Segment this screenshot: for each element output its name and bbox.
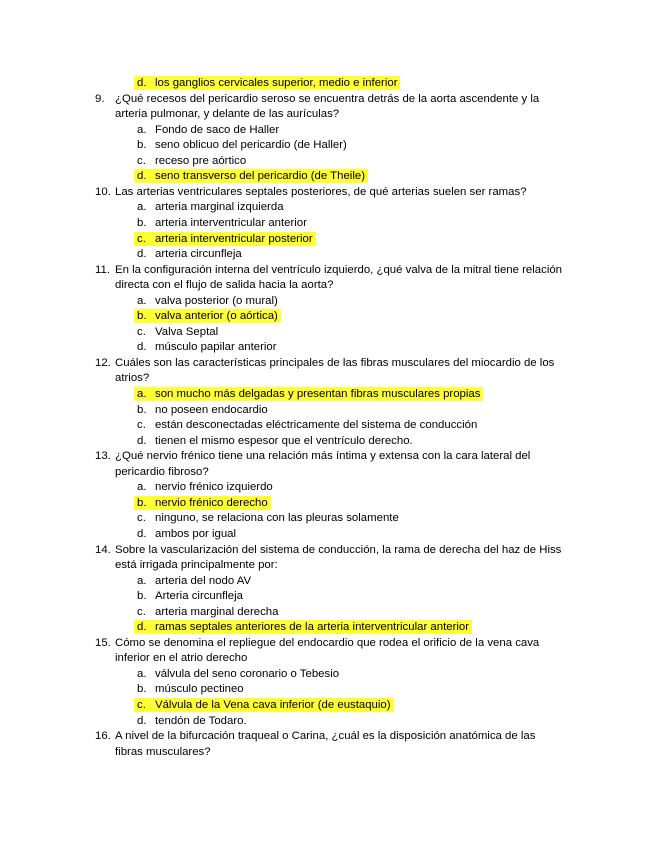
answer-option — [0, 247, 655, 262]
question-line — [0, 465, 655, 480]
option-highlight-band — [134, 667, 340, 681]
question-text: directa con el flujo de salida hacia la aorta? — [115, 279, 334, 291]
answer-option — [0, 340, 655, 355]
question-text: En la configuración interna del ventrículo izquierdo, ¿qué valva de la mitral tiene relación — [115, 264, 563, 276]
option-letter: b. — [137, 310, 147, 322]
option-letter: b. — [137, 404, 147, 416]
option-text: están desconectadas eléctricamente del sistema de conducción — [155, 419, 478, 431]
option-letter: a. — [137, 481, 147, 493]
option-text: ramas septales anteriores de la arteria interventricular anterior — [155, 621, 470, 633]
option-text: arteria circunfleja — [155, 248, 242, 260]
option-letter: c. — [137, 326, 146, 338]
question-number: 11. — [95, 264, 110, 276]
option-highlight-band — [134, 200, 284, 214]
option-text: músculo papilar anterior — [155, 341, 277, 353]
question-line — [0, 729, 655, 744]
option-letter: c. — [137, 419, 146, 431]
answer-option — [0, 154, 655, 169]
option-highlight-band — [134, 123, 280, 137]
answer-option — [0, 589, 655, 604]
answer-option — [0, 574, 655, 589]
option-highlight-band — [134, 340, 277, 354]
answer-option-highlighted — [0, 387, 655, 402]
option-text: tendón de Todaro. — [155, 715, 247, 727]
option-letter: a. — [137, 295, 147, 307]
answer-option-highlighted — [0, 232, 655, 247]
answer-option — [0, 138, 655, 153]
answer-option — [0, 682, 655, 697]
question-number: 15. — [95, 637, 111, 649]
question-line — [0, 449, 655, 464]
question-line — [0, 92, 655, 107]
option-highlight-band — [134, 294, 278, 308]
option-highlight-band — [134, 605, 279, 619]
answer-option — [0, 294, 655, 309]
option-letter: d. — [137, 341, 147, 353]
option-letter: d. — [137, 528, 147, 540]
answer-option — [0, 511, 655, 526]
option-text: son mucho más delgadas y presentan fibras musculares propias — [155, 388, 481, 400]
option-highlight-band — [134, 714, 247, 728]
option-text: arteria interventricular anterior — [155, 217, 307, 229]
question-line — [0, 278, 655, 293]
option-text: válvula del seno coronario o Tebesio — [155, 668, 340, 680]
option-highlight-band — [134, 232, 316, 246]
option-letter: d. — [137, 248, 147, 260]
question-number: 10. — [95, 186, 111, 198]
option-text: los ganglios cervicales superior, medio e inferior — [155, 77, 398, 89]
option-text: valva anterior (o aórtica) — [155, 310, 278, 322]
option-letter: b. — [137, 590, 147, 602]
option-text: nervio frénico derecho — [155, 497, 268, 509]
answer-option — [0, 418, 655, 433]
option-highlight-band — [134, 76, 400, 90]
answer-option-highlighted — [0, 309, 655, 324]
option-highlight-band — [134, 387, 483, 401]
option-highlight-band — [134, 511, 399, 525]
answer-option-highlighted — [0, 496, 655, 511]
answer-option — [0, 714, 655, 729]
question-number: 14. — [95, 544, 111, 556]
question-number: 13. — [95, 450, 111, 462]
option-text: músculo pectineo — [155, 683, 244, 695]
option-highlight-band — [134, 247, 242, 261]
question-text: Cuáles son las características principales de las fibras musculares del miocardio de los — [115, 357, 555, 369]
option-letter: a. — [137, 575, 147, 587]
question-line — [0, 263, 655, 278]
question-line — [0, 745, 655, 760]
question-line — [0, 558, 655, 573]
question-text: Las arterias ventriculares septales posteriores, de qué arterias suelen ser ramas? — [115, 186, 527, 198]
answer-option-highlighted — [0, 698, 655, 713]
answer-option — [0, 403, 655, 418]
option-highlight-band — [134, 527, 237, 541]
question-line — [0, 356, 655, 371]
option-letter: b. — [137, 683, 147, 695]
option-text: arteria marginal derecha — [155, 606, 279, 618]
option-highlight-band — [134, 138, 347, 152]
option-letter: d. — [137, 715, 147, 727]
option-text: ambos por igual — [155, 528, 237, 540]
option-highlight-band — [134, 403, 268, 417]
question-text: atrios? — [115, 372, 150, 384]
option-text: seno transverso del pericardio (de Theile) — [155, 170, 365, 182]
answer-option — [0, 325, 655, 340]
answer-option-highlighted — [0, 620, 655, 635]
question-text: ¿Qué nervio frénico tiene una relación más íntima y extensa con la cara lateral del — [115, 450, 531, 462]
option-text: Fondo de saco de Haller — [155, 124, 280, 136]
option-letter: a. — [137, 124, 147, 136]
option-text: valva posterior (o mural) — [155, 295, 278, 307]
question-text: Sobre la vascularización del sistema de conducción, la rama de derecha del haz de Hiss — [115, 544, 562, 556]
option-text: Arteria circunfleja — [155, 590, 243, 602]
option-text: seno oblicuo del pericardio (de Haller) — [155, 139, 347, 151]
question-line — [0, 636, 655, 651]
question-line — [0, 651, 655, 666]
option-letter: c. — [137, 233, 146, 245]
option-text: arteria interventricular posterior — [155, 233, 313, 245]
option-highlight-band — [134, 698, 394, 712]
option-highlight-band — [134, 589, 243, 603]
question-text: A nivel de la bifurcación traqueal o Carina, ¿cuál es la disposición anatómica de las — [115, 730, 536, 742]
option-letter: d. — [137, 621, 147, 633]
option-letter: d. — [137, 170, 147, 182]
option-text: Válvula de la Vena cava inferior (de eustaquio) — [155, 699, 391, 711]
option-letter: c. — [137, 699, 146, 711]
option-highlight-band — [134, 154, 247, 168]
option-highlight-band — [134, 434, 413, 448]
question-text: arteria pulmonar, y delante de las aurículas? — [115, 108, 340, 120]
question-text: inferior en el atrio derecho — [115, 652, 248, 664]
option-highlight-band — [134, 480, 273, 494]
option-text: ninguno, se relaciona con las pleuras solamente — [155, 512, 399, 524]
option-highlight-band — [134, 169, 368, 183]
option-letter: a. — [137, 668, 147, 680]
answer-option — [0, 480, 655, 495]
option-text: arteria del nodo AV — [155, 575, 252, 587]
option-highlight-band — [134, 418, 478, 432]
option-highlight-band — [134, 309, 281, 323]
question-line — [0, 543, 655, 558]
option-text: receso pre aórtico — [155, 155, 247, 167]
option-text: Valva Septal — [155, 326, 219, 338]
question-line — [0, 371, 655, 386]
option-highlight-band — [134, 496, 271, 510]
question-line — [0, 185, 655, 200]
option-text: arteria marginal izquierda — [155, 201, 284, 213]
option-text: no poseen endocardio — [155, 404, 268, 416]
option-letter: b. — [137, 217, 147, 229]
option-letter: c. — [137, 512, 146, 524]
question-number: 16. — [95, 730, 111, 742]
answer-option — [0, 434, 655, 449]
question-line — [0, 107, 655, 122]
option-text: tienen el mismo espesor que el ventrículo derecho. — [155, 435, 413, 447]
answer-option — [0, 605, 655, 620]
question-text: Cómo se denomina el repliegue del endocardio que rodea el orificio de la vena cava — [115, 637, 540, 649]
option-letter: c. — [137, 606, 146, 618]
answer-option — [0, 216, 655, 231]
question-number: 9. — [95, 93, 105, 105]
option-highlight-band — [134, 682, 244, 696]
answer-option-highlighted — [0, 76, 655, 91]
option-letter: d. — [137, 435, 147, 447]
option-highlight-band — [134, 216, 307, 230]
option-highlight-band — [134, 325, 219, 339]
answer-option — [0, 527, 655, 542]
option-letter: a. — [137, 201, 147, 213]
option-letter: a. — [137, 388, 147, 400]
question-number: 12. — [95, 357, 111, 369]
question-text: está irrigada principalmente por: — [115, 559, 278, 571]
option-highlight-band — [134, 574, 252, 588]
option-letter: b. — [137, 497, 147, 509]
option-letter: b. — [137, 139, 147, 151]
question-text: pericardio fibroso? — [115, 466, 209, 478]
answer-option — [0, 667, 655, 682]
answer-option — [0, 200, 655, 215]
answer-option-highlighted — [0, 169, 655, 184]
question-text: fibras musculares? — [115, 746, 211, 758]
option-highlight-band — [134, 620, 472, 634]
question-text: ¿Qué recesos del pericardio seroso se encuentra detrás de la aorta ascendente y la — [115, 93, 540, 105]
option-text: nervio frénico izquierdo — [155, 481, 273, 493]
option-letter: d. — [137, 77, 147, 89]
option-letter: c. — [137, 155, 146, 167]
answer-option — [0, 123, 655, 138]
